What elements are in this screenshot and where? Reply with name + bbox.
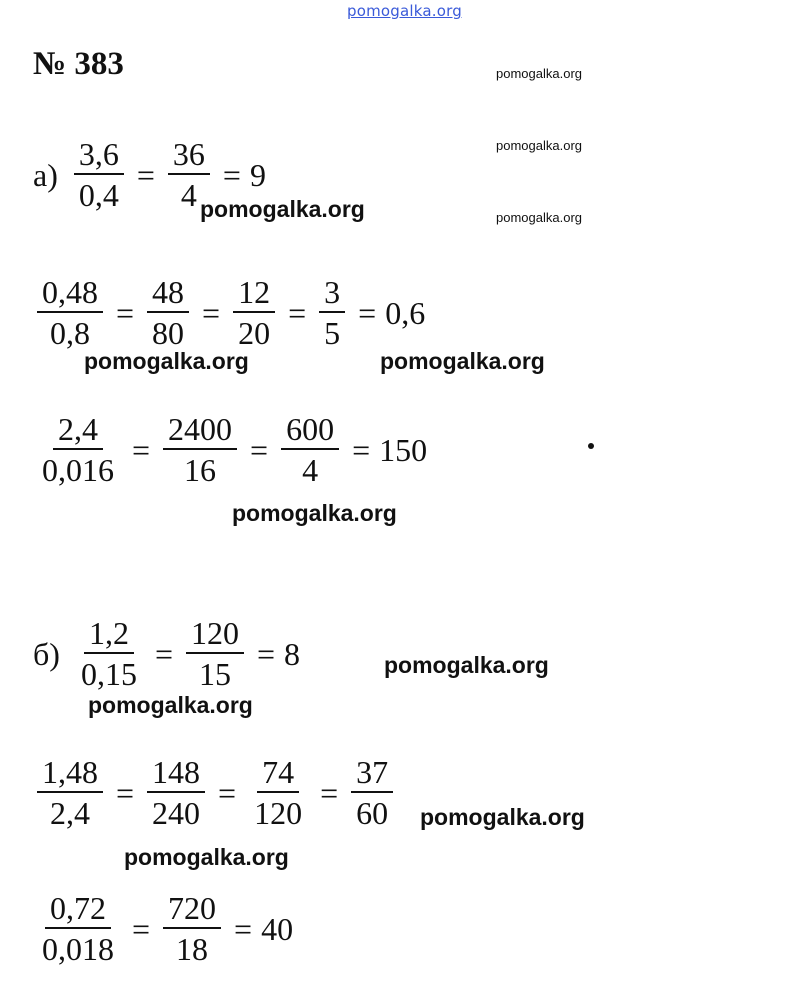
numerator: 600 (281, 413, 339, 450)
denominator: 18 (176, 931, 209, 967)
site-link[interactable]: pomogalka.org (347, 2, 462, 20)
numerator: 48 (147, 276, 189, 313)
equals-sign: = (116, 774, 135, 811)
numerator: 3 (319, 276, 345, 313)
numerator: 120 (186, 617, 244, 654)
fraction (163, 892, 221, 965)
fraction (233, 276, 275, 349)
numerator: 1,48 (37, 756, 103, 793)
denominator: 60 (356, 795, 389, 831)
watermark: pomogalka.org (84, 348, 249, 374)
watermark-small: pomogalka.org (496, 210, 582, 225)
numerator: 36 (168, 138, 210, 175)
numerator: 1,2 (84, 617, 134, 654)
fraction (37, 413, 119, 486)
denominator: 4 (180, 177, 197, 213)
watermark: pomogalka.org (384, 652, 549, 678)
fraction (186, 617, 244, 690)
watermark-small: pomogalka.org (496, 66, 582, 81)
denominator: 0,016 (42, 452, 114, 488)
numerator: 12 (233, 276, 275, 313)
denominator: 240 (152, 795, 201, 831)
numerator: 0,72 (45, 892, 111, 929)
numerator: 74 (257, 756, 299, 793)
result: 0,6 (385, 294, 426, 331)
numerator: 0,48 (37, 276, 103, 313)
fraction (281, 413, 339, 486)
fraction (37, 756, 103, 829)
equals-sign: = (352, 431, 371, 468)
equals-sign: = (116, 294, 135, 331)
fraction (319, 276, 345, 349)
equals-sign: = (202, 294, 221, 331)
result: 8 (284, 635, 301, 672)
equals-sign: = (222, 156, 241, 193)
denominator: 0,4 (78, 177, 119, 213)
result: 9 (249, 156, 266, 193)
numerator: 37 (351, 756, 393, 793)
equals-sign: = (154, 635, 173, 672)
denominator: 20 (238, 315, 271, 351)
fraction (147, 756, 205, 829)
fraction (37, 892, 119, 965)
equals-sign: = (320, 774, 339, 811)
watermark: pomogalka.org (88, 692, 253, 718)
fraction (147, 276, 189, 349)
watermark: pomogalka.org (232, 500, 397, 526)
equals-sign: = (288, 294, 307, 331)
denominator: 0,15 (80, 656, 137, 692)
fraction (74, 138, 124, 211)
numerator: 2400 (163, 413, 237, 450)
watermark: pomogalka.org (420, 804, 585, 830)
part-a-label: а) (33, 156, 58, 193)
watermark: pomogalka.org (200, 196, 365, 222)
denominator: 4 (302, 452, 319, 488)
equals-sign: = (218, 774, 237, 811)
result: 150 (379, 431, 428, 468)
equation-b3 (33, 892, 293, 965)
equals-sign: = (132, 431, 151, 468)
result: 40 (261, 910, 294, 947)
fraction (37, 276, 103, 349)
numerator: 148 (147, 756, 205, 793)
equals-sign: = (132, 910, 151, 947)
part-b-label: б) (33, 635, 60, 672)
watermark: pomogalka.org (124, 844, 289, 870)
equals-sign: = (250, 431, 269, 468)
equals-sign: = (136, 156, 155, 193)
fraction (163, 413, 237, 486)
denominator: 15 (198, 656, 231, 692)
denominator: 80 (152, 315, 185, 351)
denominator: 120 (254, 795, 303, 831)
problem-number: № 383 (33, 46, 124, 82)
equation-a2 (33, 276, 425, 349)
watermark-small: pomogalka.org (496, 138, 582, 153)
denominator: 0,8 (50, 315, 90, 351)
numerator: 3,6 (74, 138, 124, 175)
fraction (76, 617, 142, 690)
fraction (351, 756, 393, 829)
equation-b2 (33, 756, 397, 829)
watermark: pomogalka.org (380, 348, 545, 374)
denominator: 16 (184, 452, 217, 488)
equation-b1 (33, 617, 300, 690)
denominator: 2,4 (50, 795, 90, 831)
denominator: 0,018 (42, 931, 114, 967)
equation-a3 (33, 413, 427, 486)
denominator: 5 (324, 315, 341, 351)
equals-sign: = (256, 635, 276, 672)
stray-dot (588, 443, 594, 449)
numerator: 2,4 (53, 413, 103, 450)
fraction (249, 756, 307, 829)
numerator: 720 (163, 892, 221, 929)
equals-sign: = (358, 294, 377, 331)
equals-sign: = (234, 910, 253, 947)
